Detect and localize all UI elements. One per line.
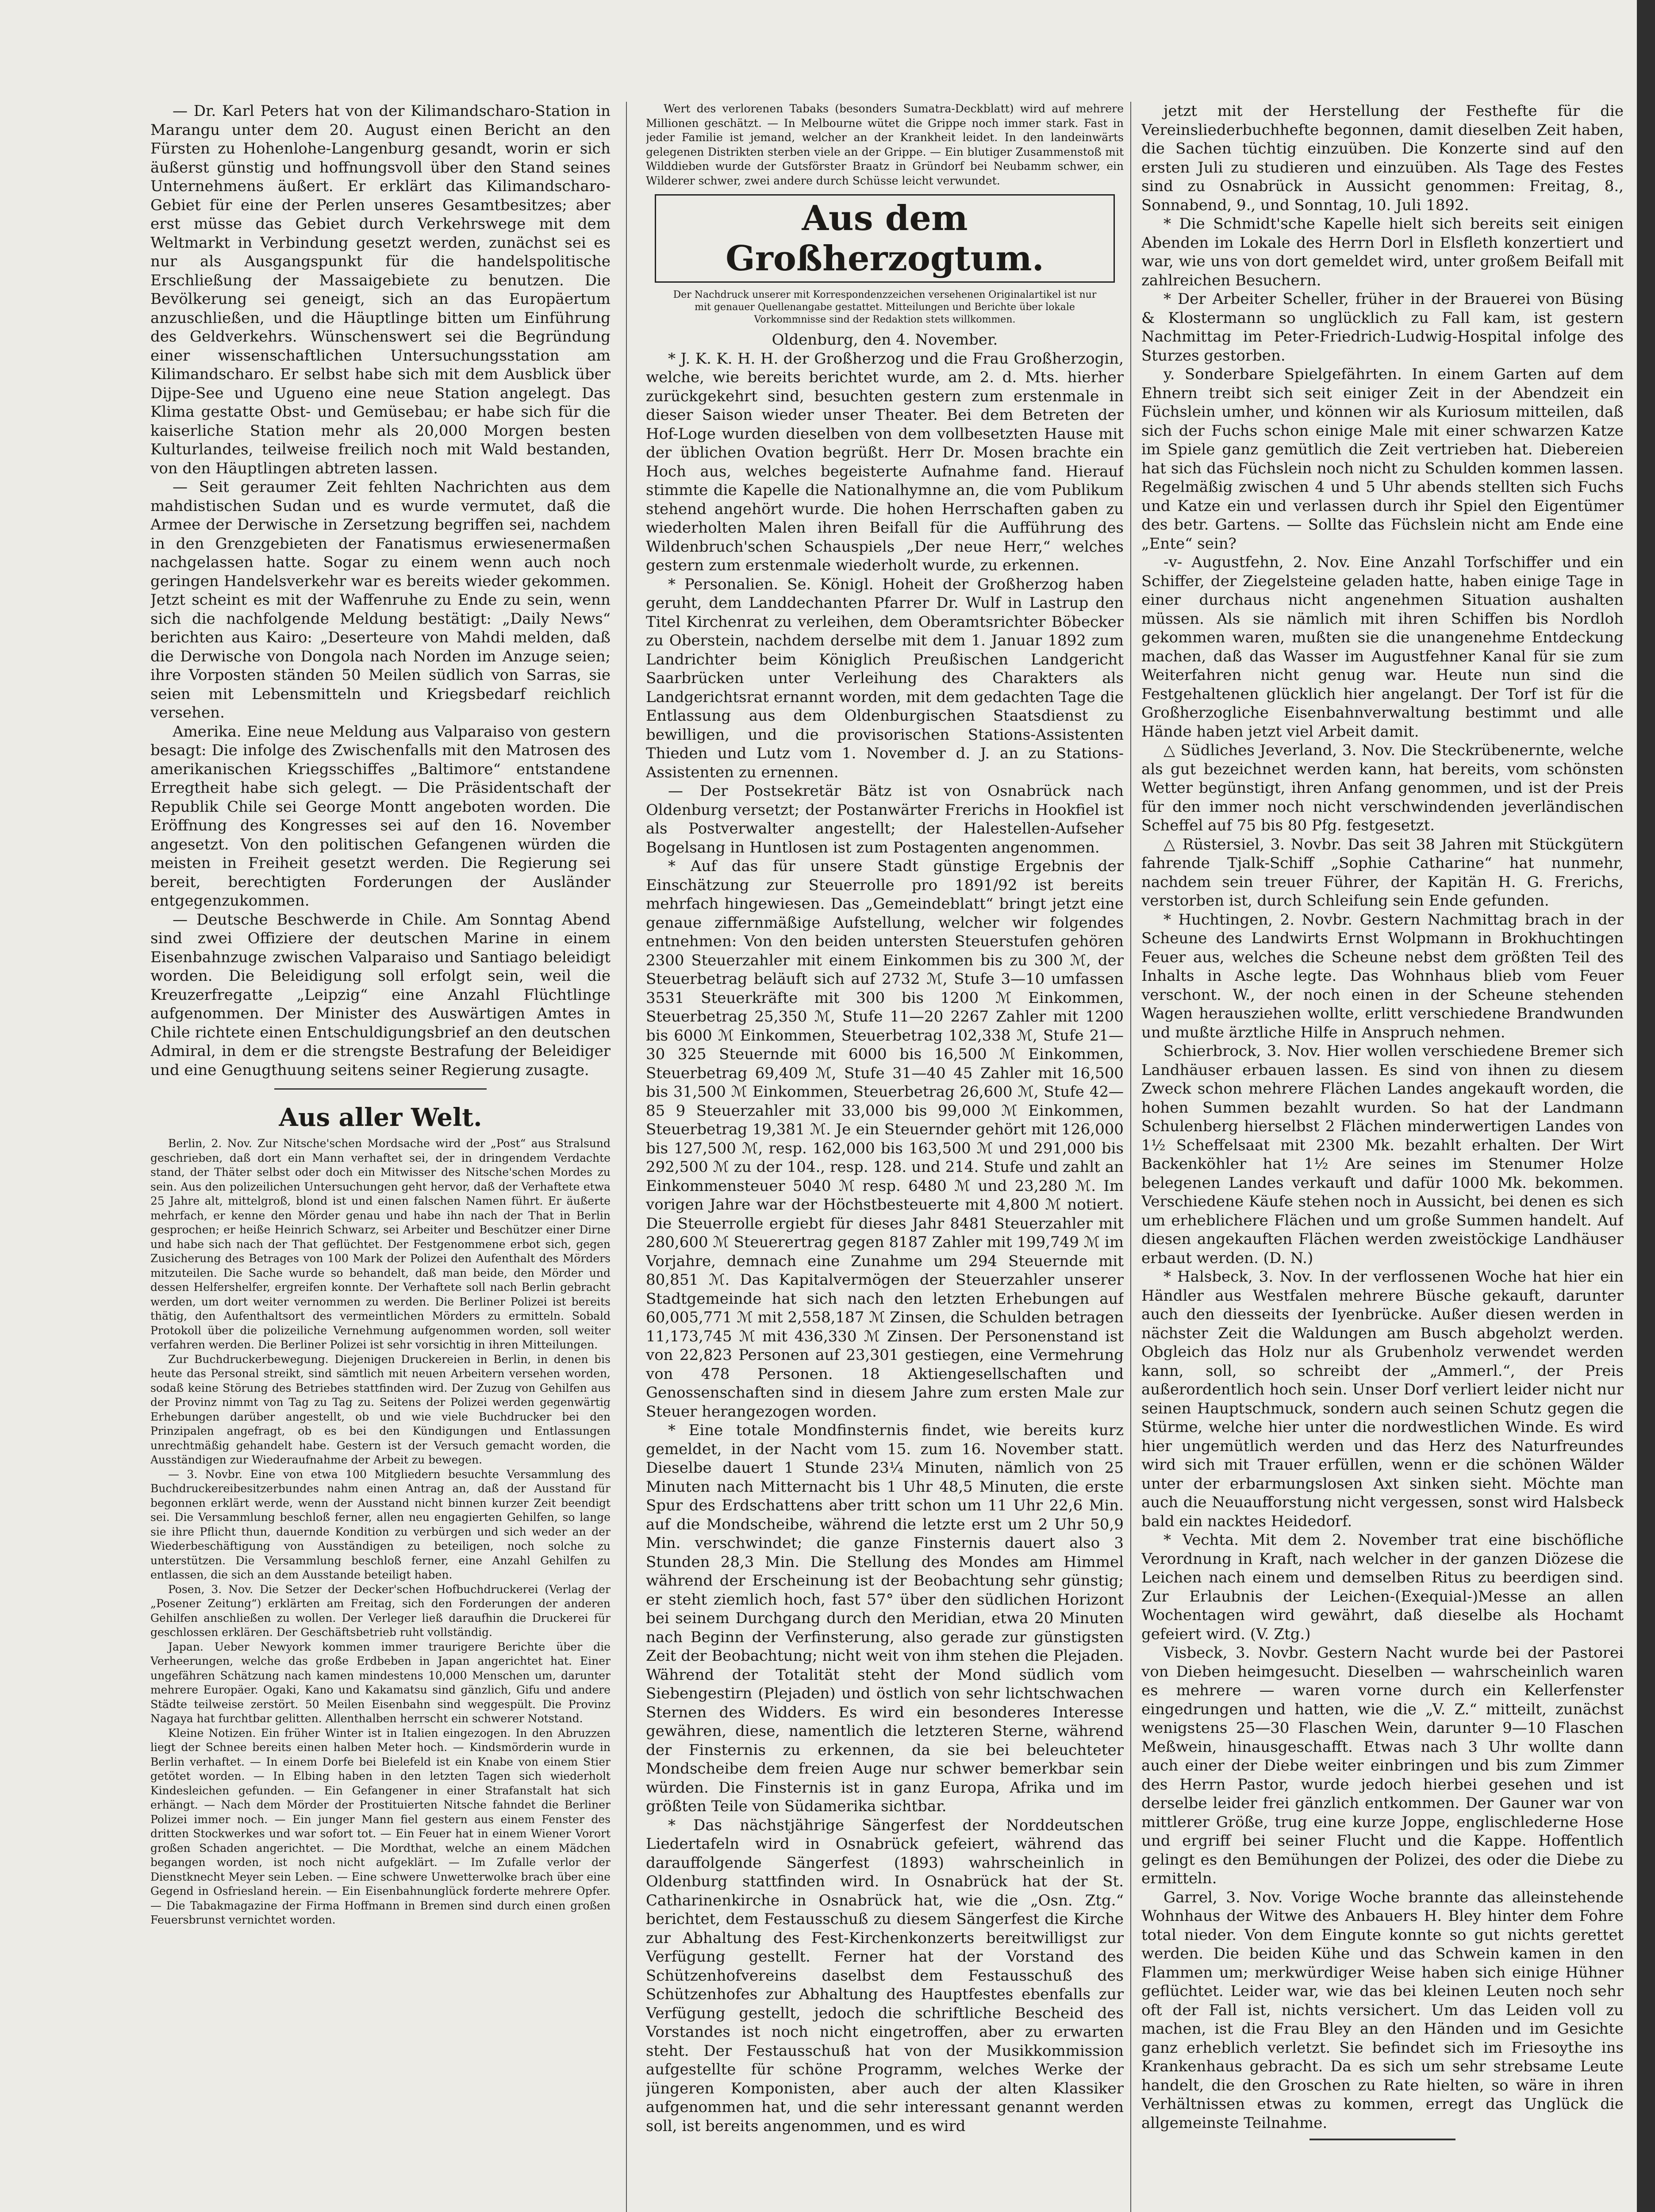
dateline: Oldenburg, den 4. November. <box>772 331 998 349</box>
news-buchdrucker: Zur Buchdruckerbewegung. Diejenigen Druckereien in Berlin, in denen bis heute das Personal streikt, sind sämtlich mit neuen Arbeitern versehen worden, sodaß keine Störung des Betriebes stattfinden wird. Der Zuzug von Gehilfen aus der Provinz nimmt von Tag zu Tag zu. Seitens der Polizei werden gegenwärtig Erhebungen darüber angestellt, ob und wie viele Buchdrucker bei den Prinzipalen angefragt, ob es bei den Kündigungen und Entlassungen unrechtmäßig gehandelt habe. Gestern ist der Versuch gemacht worden, die Ausständigen zur Wiederaufnahme der Arbeit zu bewegen. <box>150 1352 611 1466</box>
article-ruestersiel: △ Rüstersiel, 3. Novbr. Das seit 38 Jahren mit Stückgütern fahrende Tjalk-Schiff „Sophie Catharine“ hat nunmehr, nachdem sein treuer Führer, der Kapitän H. G. Frerichs, verstorben ist, durch Schleifung sein Ende gefunden. <box>1141 835 1624 910</box>
article-augustfehn: -v- Augustfehn, 2. Nov. Eine Anzahl Torfschiffer und ein Schiffer, der Ziegelsteine geladen hatte, haben einige Tage in einer durchaus nicht angenehmen Situation aushalten müssen. Als sie nämlich mit ihren Schiffen bis Nordloh gekommen waren, mußten sie die unangenehme Entdeckung machen, daß das Wasser im Augustfehner Kanal für sie zum Weiterfahren nicht genug war. Heute nun sind die Festgehaltenen glücklich hier angelangt. Der Torf ist für die Großherzogliche Eisenbahnverwaltung bestimmt und alle Hände haben jetzt viel Arbeit damit. <box>1141 553 1624 741</box>
section-heading-aus-aller-welt: Aus aller Welt. <box>279 1103 482 1132</box>
scan-edge <box>1637 0 1655 2212</box>
reprint-notice: Der Nachdruck unserer mit Korrespondenzzeichen versehenen Originalartikel ist nur mit genauer Quellenangabe gestattet. Mitteilungen und Berichte über lokale Vorkommnisse sind der Redaktion stets willkommen. <box>673 289 1097 325</box>
column-3 <box>1141 102 1624 2212</box>
article-garrel: Garrel, 3. Nov. Vorige Woche brannte das alleinstehende Wohnhaus der Witwe des Anbauers H. Bley hinter dem Fohre total nieder. Von dem Eingute konnte so gut nichts gerettet werden. Die beiden Kühe und das Schwein kamen in den Flammen um; merkwürdiger Weise haben sich einige Hühner geflüchtet. Leider war, wie das bei kleinen Leuten noch sehr oft der Fall ist, nichts versichert. Um das Leiden voll zu machen, ist die Frau Bley an den Händen und im Gesichte ganz erheblich verletzt. Sie befindet sich im Friesoythe ins Krankenhaus gebracht. Da es sich um sehr strebsame Leute handelt, die den Groschen zu Rate hielten, so wäre in ihren Verhältnissen etwas zu kommen, erregt das Unglück die allgemeinste Teilnahme. <box>1141 1888 1624 2132</box>
news-japan: Japan. Ueber Newyork kommen immer traurigere Berichte über die Verheerungen, welche das große Erdbeben in Japan angerichtet hat. Einer ungefähren Schätzung nach kamen mindestens 10,000 Menschen um, darunter mehrere Europäer. Ogaki, Kano und Kakamatsu sind gänzlich, Gifu und andere Städte teilweise zerstört. 50 Meilen Eisenbahn sind weggespült. Die Provinz Nagaya hat furchtbar gelitten. Allenthalben herrscht ein schwerer Notstand. <box>150 1640 611 1725</box>
article-sudan: — Seit geraumer Zeit fehlten Nachrichten aus dem mahdistischen Sudan und es wurde vermutet, daß die Armee der Derwische in Zersetzung begriffen sei, nachdem in den Grenzgebieten der Fanatismus erwiesenermaßen nachgelassen hatte. Sogar zu einem wenn auch noch geringen Handelsverkehr war es bereits wieder gekommen. Jetzt scheint es mit der Waffenruhe zu Ende zu sein, wenn sich die nachfolgende Meldung bestätigt: „Daily News“ berichten aus Kairo: „Deserteure von Mahdi melden, daß die Derwische von Dongola nach Norden im Anzuge seien; ihre Vorposten ständen 50 Meilen südlich von Sarras, sie seien mit Lebensmitteln und Kriegsbedarf reichlich versehen. <box>150 478 611 722</box>
article-steuerrolle: * Auf das für unsere Stadt günstige Ergebnis der Einschätzung zur Steuerrolle pro 1891/92 ist bereits mehrfach hingewiesen. Das „Gemeindeblatt“ bringt jetzt eine genaue ziffernmäßige Aufstellung, welcher wir folgendes entnehmen: Von den beiden untersten Steuerstufen gehören 2300 Steuerzahler mit einem Einkommen bis zu 300 ℳ, der Steuerbetrag beläuft sich auf 2732 ℳ, Stufe 3—10 umfassen 3531 Steuerkräfte mit 300 bis 1200 ℳ Einkommen, Steuerbetrag 25,350 ℳ, Stufe 11—20 2267 Zahler mit 1200 bis 6000 ℳ Einkommen, Steuerbetrag 102,338 ℳ, Stufe 21—30 325 Steuernde mit 6000 bis 16,500 ℳ Einkommen, Steuerbetrag 69,409 ℳ, Stufe 31—40 45 Zahler mit 16,500 bis 31,500 ℳ Einkommen, Steuerbetrag 26,600 ℳ, Stufe 42—85 9 Steuerzahler mit 33,000 bis 99,000 ℳ Einkommen, Steuerbetrag 19,381 ℳ. Je ein Steuernder gehört mit 126,000 bis 127,500 ℳ, resp. 162,000 bis 163,500 ℳ und 291,000 bis 292,500 ℳ zu der 104., resp. 128. und 214. Stufe und zahlt an Einkommensteuer 5040 ℳ resp. 6480 ℳ und 23,280 ℳ. Im vorigen Jahre war der Höchstbesteuerte mit 4,800 ℳ notiert. Die Steuerrolle ergiebt für dieses Jahr 8481 Steuerzahler mit 280,600 ℳ Steuerertrag gegen 8187 Zahler mit 199,749 ℳ im Vorjahre, demnach eine Zunahme um 294 Steuernde mit 80,851 ℳ. Das Kapitalvermögen der Steuerzahler unserer Stadtgemeinde hat sich nach den letzten Erhebungen auf 60,005,771 ℳ mit 2,558,187 ℳ Zinsen, die Schulden betragen 11,173,745 ℳ mit 436,330 ℳ Zinsen. Der Personenstand ist von 22,823 Personen auf 23,301 gestiegen, eine Vermehrung von 478 Personen. 18 Aktiengesellschaften und Genossenschaften sind in diesem Jahre zum ersten Male zur Steuer herangezogen worden. <box>646 857 1124 1421</box>
news-posen: Posen, 3. Nov. Die Setzer der Decker'schen Hofbuchdruckerei (Verlag der „Posener Zeitung“) erklärten am Freitag, sich den Forderungen der anderen Gehilfen anschließen zu wollen. Der Verleger ließ daraufhin die Druckerei für geschlossen erklären. Der Geschäftsbetrieb ruht vollständig. <box>150 1582 611 1639</box>
column-divider <box>626 102 627 2212</box>
article-kapelle: * Die Schmidt'sche Kapelle hielt sich bereits seit einigen Abenden im Lokale des Herrn Dorl in Elsfleth konzertiert und war, wie uns von dort gemeldet wird, unter großem Beifall mit zahlreichen Besuchern. <box>1141 215 1624 289</box>
article-chile: — Deutsche Beschwerde in Chile. Am Sonntag Abend sind zwei Offiziere der deutschen Marine in einem Eisenbahnzuge zwischen Valparaiso und Santiago beleidigt worden. Die Beleidigung soll erfolgt sein, weil die Kreuzerfregatte „Leipzig“ eine Anzahl Flüchtlinge aufgenommen. Der Minister des Auswärtigen Amtes in Chile richtete einen Entschuldigungsbrief an den deutschen Admiral, in dem er die strengste Bestrafung der Beleidiger und eine Genugthuung seitens seiner Regierung zusagte. <box>150 910 611 1079</box>
article-amerika: Amerika. Eine neue Meldung aus Valparaiso von gestern besagt: Die infolge des Zwischenfalls mit den Matrosen des amerikanischen Kriegsschiffes „Baltimore“ entstandene Erregtheit habe sich gelegt. — Die Präsidentschaft der Republik Chile sei George Montt angeboten worden. Die Eröffnung des Kongresses sei auf den 16. November angesetzt. Von den politischen Gefangenen würden die meisten in Freiheit gesetzt werden. Die Regierung sei bereit, berechtigten Forderungen der Ausländer entgegenzukommen. <box>150 722 611 910</box>
article-jeverland: △ Südliches Jeverland, 3. Nov. Die Steckrübenernte, welche als gut bezeichnet werden kann, hat bereits, vom schönsten Wetter begünstigt, ihren Anfang genommen, und ist der Preis für den immer noch nicht verschwindenden jeverländischen Scheffel auf 75 bis 80 Pfg. festgesetzt. <box>1141 741 1624 834</box>
column-divider <box>1130 102 1131 2212</box>
article-schierbrock: Schierbrock, 3. Nov. Hier wollen verschiedene Bremer sich Landhäuser erbauen lassen. Es sind von ihnen zu diesem Zweck schon mehrere Flächen Landes angekauft worden, die hohen Summen bezahlt wurden. So hat der Landmann Schulenberg hierselbst 2 Flächen minderwertigen Landes von 1½ Scheffelsaat mit 2300 Mk. bezahlt erhalten. Der Wirt Backenköhler hat 1½ Are seines im Stenumer Holze belegenen Landes verkauft und dafür 1000 Mk. bekommen. Verschiedene Käufe stehen noch in Aussicht, bei denen es sich um erheblichere Flächen und um große Summen handelt. Auf diesen angekauften Flächen werden zweistöckige Landhäuser erbaut werden. (D. N.) <box>1141 1042 1624 1267</box>
article-post: — Der Postsekretär Bätz ist von Osnabrück nach Oldenburg versetzt; der Postanwärter Frerichs in Hookfiel ist als Postverwalter angestellt; der Halestellen-Aufseher Bogelsang in Huntlosen ist zum Postagenten angenommen. <box>646 782 1124 856</box>
article-saengerfest-continued: jetzt mit der Herstellung der Festhefte für die Vereinsliederbuchhefte begonnen, damit dieselben Zeit haben, die Sachen tüchtig einzuüben. Die Konzerte sind auf den ersten Juli zu studieren und einzuüben. Als Tage des Festes sind zu Osnabrück in Aussicht genommen: Freitag, 8., Sonnabend, 9., und Sonntag, 10. Juli 1892. <box>1141 102 1624 214</box>
end-rule <box>1309 2139 1455 2140</box>
article-scheller: * Der Arbeiter Scheller, früher in der Brauerei von Büsing & Klostermann so unglücklich zu Fall kam, ist gestern Nachmittag im Peter-Friedrich-Ludwig-Hospital infolge des Sturzes gestorben. <box>1141 290 1624 365</box>
news-berlin: Berlin, 2. Nov. Zur Nitsche'schen Mordsache wird der „Post“ aus Stralsund geschrieben, daß dort ein Mann verhaftet sei, der in dringendem Verdachte stand, der Thäter selbst oder doch ein Mitwisser des Nitsche'schen Mordes zu sein. Aus den polizeilichen Untersuchungen geht hervor, daß der Verhaftete etwa 25 Jahre alt, mittelgroß, blond ist und einen falschen Namen führt. Er äußerte mehrfach, er kenne den Mörder genau und habe ihn nach der That in Berlin gesprochen; er heiße Heinrich Schwarz, sei Arbeiter und Beschützer einer Dirne und habe sich nach der That geflüchtet. Der Festgenommene erbot sich, gegen Zusicherung des Betrages von 100 Mark der Polizei den Aufenthalt des Mörders mitzuteilen. Die Sache wurde so behandelt, daß man beide, den Mörder und dessen Helfershelfer, ergreifen konnte. Der Verhaftete soll nach Berlin gebracht werden, um dort weiter vernommen zu werden. Die Berliner Polizei ist bereits thätig, den Aufenthaltsort des vermeintlichen Mörders zu ermitteln. Sobald Protokoll über die polizeiliche Vernehmung aufgenommen worden, soll weiter verfahren werden. Die Berliner Polizei ist sehr vorsichtig in ihren Mitteilungen. <box>150 1137 611 1351</box>
article-personalien: * Personalien. Se. Königl. Hoheit der Großherzog haben geruht, dem Landdechanten Pfarrer Dr. Wulf in Lastrup den Titel Kirchenrat zu verleihen, dem Oberamtsrichter Böbecker zu Oberstein, nachdem derselbe mit dem 1. Januar 1892 zum Landrichter beim Königlich Preußischen Landgericht Saarbrücken unter Verleihung des Charakters als Landgerichtsrat ernannt worden, mit dem gedachten Tage die Entlassung aus dem Oldenburgischen Staatsdienst zu bewilligen, und die provisorischen Stations-Assistenten Thieden und Lutz vom 1. November d. J. an zu Stations-Assistenten zu ernennen. <box>646 575 1124 781</box>
article-theater: * J. K. K. H. H. der Großherzog und die Frau Großherzogin, welche, wie bereits berichtet wurde, am 2. d. Mts. hierher zurückgekehrt sind, besuchten gestern zum erstenmale in dieser Saison wieder unser Theater. Bei dem Betreten der Hof-Loge wurden dieselben von dem vollbesetzten Hause mit der üblichen Ovation begrüßt. Herr Dr. Mosen brachte ein Hoch aus, welches begeisterte Aufnahme fand. Hierauf stimmte die Kapelle die Nationalhymne an, die vom Publikum stehend angehört wurde. Die hohen Herrschaften gaben zu wiederholten Malen ihren Beifall für die Aufführung des Wildenbruch'schen Schauspiels „Der neue Herr,“ welches gestern zum erstenmale wiederholt wurde, zu erkennen. <box>646 349 1124 574</box>
article-halsbeck: * Halsbeck, 3. Nov. In der verflossenen Woche hat hier ein Händler aus Westfalen mehrere Büsche gekauft, darunter auch den diesseits der Iyenbrücke. Außer diesen werden in nächster Zeit die Waldungen am Busch abgeholzt werden. Obgleich das Holz nur als Grubenholz verwendet werden kann, soll, so schreibt der „Ammerl.“, der Preis außerordentlich hoch sein. Unser Dorf verliert leider nicht nur seinen Hauptschmuck, sondern auch seinen Schutz gegen die Stürme, welche hier unter die nordwestlichen Winde. Es wird hier ungemütlich werden und das Herz des Naturfreundes wird sich mit Trauer erfüllen, wenn er die schönen Wälder unter der erbarmungslosen Axt sinken sieht. Möchte man auch die Neuaufforstung nicht vergessen, sonst wird Halsbeck bald ein nacktes Heidedorf. <box>1141 1268 1624 1530</box>
news-continued: Wert des verlorenen Tabaks (besonders Sumatra-Deckblatt) wird auf mehrere Millionen geschätzt. — In Melbourne wütet die Grippe noch immer stark. Fast in jeder Familie ist jemand, welcher an der Krankheit leidet. In den landeinwärts gelegenen Distrikten sterben viele an der Grippe. — Ein blutiger Zusammenstoß mit Wilddieben wurde der Gutsförster Braatz in Gründorf bei Neubamm schwer, ein Wilderer schwer, zwei andere durch Schüsse leicht verwundet. <box>646 102 1124 187</box>
article-huchtingen: * Huchtingen, 2. Novbr. Gestern Nachmittag brach in der Scheune des Landwirts Ernst Wolpmann in Brokhuchtingen Feuer aus, welches die Scheune nebst dem größten Teil des Inhalts in Asche legte. Das Wohnhaus blieb vom Feuer verschont. W., der noch einen in der Scheune stehenden Wagen herausziehen wollte, erlitt verschiedene Brandwunden und mußte ärztliche Hilfe in Anspruch nehmen. <box>1141 910 1624 1041</box>
article-peters: — Dr. Karl Peters hat von der Kilimandscharo-Station in Marangu unter dem 20. August einen Bericht an den Fürsten zu Hohenlohe-Langenburg gesandt, worin er sich äußerst günstig und hoffnungsvoll über den Stand seines Unternehmens äußert. Er erklärt das Kilimandscharo-Gebiet für eine der Perlen unseres Gesamtbesitzes; aber erst müsse das Gebiet durch Verkehrswege mit dem Weltmarkt in Verbindung gesetzt werden, zunächst sei es nur als Ausgangspunkt für die handelspolitische Erschließung der Massaigebiete zu benutzen. Die Bevölkerung sei geneigt, sich an das Europäertum anzuschließen, und die Häuptlinge bitten um Einführung des Geldverkehrs. Wünschenswert sei die Begründung einer wissenschaftlichen Untersuchungsstation am Kilimandscharo. Er selbst habe sich mit dem Ausblick über Dijpe-See und Ugueno eine neue Station angelegt. Das Klima gestatte Obst- und Gemüsebau; er habe sich für die kaiserliche Station mehr als 20,000 Morgen besten Kulturlandes, teilweise freilich noch mit Wald bestanden, von den Häuptlingen abtreten lassen. <box>150 102 611 477</box>
news-versammlung: — 3. Novbr. Eine von etwa 100 Mitgliedern besuchte Versammlung des Buchdruckereibesitzerbundes nahm einen Antrag an, daß der Ausstand für begonnen erklärt werde, wenn der Ausstand nicht binnen kurzer Zeit beendigt sei. Die Versammlung beschloß ferner, allen neu engagierten Gehilfen, so lange sie ihre Pflicht thun, dauernde Kondition zu verbürgen und sich weder an der Wiederbeschäftigung von Ausständigen zu beteiligen, noch solche zu unterstützen. Die Versammlung beschloß ferner, eine Anzahl Gehilfen zu entlassen, die sich an dem Ausstande beteiligt haben. <box>150 1467 611 1581</box>
article-spielgefaehrten: y. Sonderbare Spielgefährten. In einem Garten auf dem Ehnern treibt sich seit einiger Zeit in der Abendzeit ein Füchslein umher, und können wir als Kuriosum mitteilen, daß sich der Fuchs schon einige Male mit einer schwarzen Katze im Spiele ganz gemütlich die Zeit vertrieben hat. Diebereien hat sich das Füchslein noch nicht zu Schulden kommen lassen. Regelmäßig zwischen 4 und 5 Uhr abends stellten sich Fuchs und Katze ein und verlassen durch ihr Spiel den Eigentümer des betr. Gartens. — Sollte das Füchslein nicht am Ende eine „Ente“ sein? <box>1141 365 1624 553</box>
article-saengerfest: * Das nächstjährige Sängerfest der Norddeutschen Liedertafeln wird in Osnabrück gefeiert, während das darauffolgende Sängerfest (1893) wahrscheinlich in Oldenburg stattfinden wird. In Osnabrück hat der St. Catharinenkirche in Osnabrück hat, wie die „Osn. Ztg.“ berichtet, dem Festausschuß zu diesem Sängerfest die Kirche zur Abhaltung des Fest-Kirchenkonzerts bereitwilligst zur Verfügung gestellt. Ferner hat der Vorstand des Schützenhofvereins daselbst dem Festausschuß des Schützenhofes zur Abhaltung des Hauptfestes ebenfalls zur Verfügung gestellt, jedoch die schriftliche Bescheid des Vorstandes ist noch nicht eingetroffen, aber zu erwarten steht. Der Festausschuß hat von der Musikkommission aufgestellte für schöne Programm, welches Werke der jüngeren Komponisten, aber auch der alten Klassiker aufgenommen hat, und die sehr interessant genannt werden soll, ist bereits angenommen, und es wird <box>646 1816 1124 2135</box>
article-vechta: * Vechta. Mit dem 2. November trat eine bischöfliche Verordnung in Kraft, nach welcher in der ganzen Diözese die Leichen nach einem und demselben Ritus zu beerdigen sind. Zur Erlaubnis der Leichen-(Exequial-)Messe an allen Wochentagen wird gewährt, daß dieselbe als Hochamt gefeiert wird. (V. Ztg.) <box>1141 1531 1624 1643</box>
article-mondfinsternis: * Eine totale Mondfinsternis findet, wie bereits kurz gemeldet, in der Nacht vom 15. zum 16. November statt. Dieselbe dauert 1 Stunde 23¼ Minuten, nämlich von 25 Minuten nach Mitternacht bis 1 Uhr 48,5 Minuten, die erste Spur des Erdschattens aber tritt schon um 11 Uhr 22,6 Min. auf die Mondscheibe, während die letzte erst um 2 Uhr 50,9 Min. verschwindet; die ganze Finsternis dauert also 3 Stunden 28,3 Min. Die Stellung des Mondes am Himmel während der Erscheinung ist der Beobachtung sehr günstig; er steht ziemlich hoch, fast 57° über den südlichen Horizont bei seinem Durchgang durch den Meridian, etwa 20 Minuten nach Beginn der Verfinsterung, also gerade zur günstigsten Zeit der Beobachtung; nicht weit von ihm stehen die Plejaden. Während der Totalität steht der Mond südlich vom Siebengestirn (Plejaden) und östlich von sehr lichtschwachen Sternen des Widders. Es wird ein besonderes Interesse gewähren, diese, namentlich die letzteren Sterne, während der Finsternis zu erkennen, da sie bei beleuchteter Mondscheibe dem freien Auge nur schwer bemerkbar sein würden. Die Finsternis ist in ganz Europa, Afrika und im größten Teile von Südamerika sichtbar. <box>646 1421 1124 1815</box>
article-visbeck: Visbeck, 3. Novbr. Gestern Nacht wurde bei der Pastorei von Dieben heimgesucht. Dieselben — wahrscheinlich waren es mehrere — waren vorne durch ein Kellerfenster eingedrungen und hatten, wie die „V. Z.“ mitteilt, zunächst wenigstens 25—30 Flaschen Wein, darunter 9—10 Flaschen Meßwein, hinausgeschafft. Etwas nach 3 Uhr wollte dann auch einer der Diebe weiter einbringen und bis zum Zimmer des Herrn Pastor, wurde jedoch hierbei gesehen und ist derselbe leider frei gänzlich entkommen. Der Gauner war von mittlerer Größe, trug eine kurze Joppe, englischlederne Hose und ergriff bei seiner Flucht und die Kappe. Hoffentlich gelingt es den Bemühungen der Polizei, des oder die Diebe zu ermitteln. <box>1141 1644 1624 1887</box>
column-2 <box>646 102 1124 2212</box>
column-1 <box>150 102 611 2212</box>
section-heading-grossherzogtum: Aus dem Großherzogtum. <box>655 194 1115 283</box>
news-notizen: Kleine Notizen. Ein früher Winter ist in Italien eingezogen. In den Abruzzen liegt der Schnee bereits einen halben Meter hoch. — Kindsmörderin wurde in Berlin verhaftet. — In einem Dorfe bei Bielefeld ist ein Knabe von einem Stier getötet worden. — In Elbing haben in den letzten Tagen sich wiederholt Kindesleichen gefunden. — Ein Gefangener in einer Strafanstalt hat sich erhängt. — Nach dem Mörder der Prostituierten Nitsche fahndet die Berliner Polizei immer noch. — Ein junger Mann fiel gestern aus einem Fenster des dritten Stockwerkes und war sofort tot. — Ein Feuer hat in einem Wiener Vorort großen Schaden angerichtet. — Die Mordthat, welche an einem Mädchen begangen worden, ist noch nicht aufgeklärt. — Im Zufalle verlor der Dienstknecht Meyer sein Leben. — Eine schwere Unwetterwolke brach über eine Gegend in Osfriesland herein. — Ein Eisenbahnunglück forderte mehrere Opfer. — Die Tabakmagazine der Firma Hoffmann in Bremen sind durch einen großen Feuersbrunst vernichtet worden. <box>150 1726 611 1926</box>
divider <box>274 1088 487 1090</box>
